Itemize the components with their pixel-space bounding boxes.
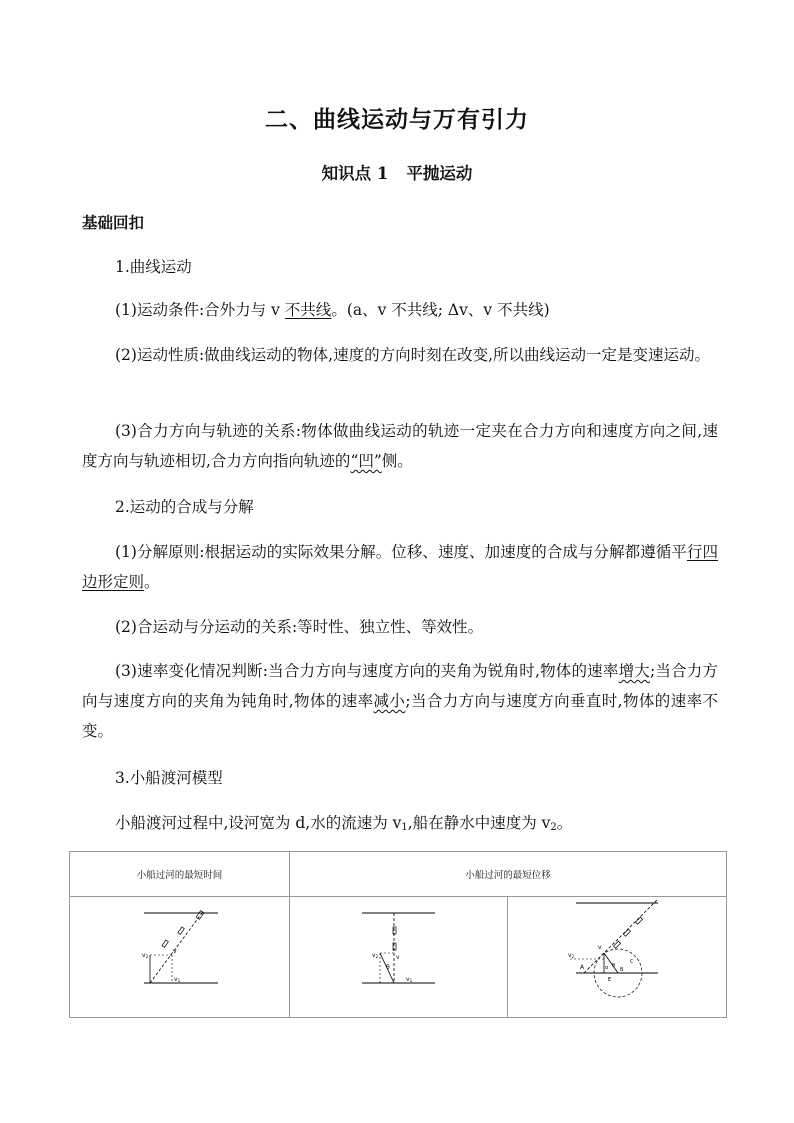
underlined-answer: 不共线 <box>284 301 332 319</box>
paragraph-boat-setup: 小船渡河过程中,设河宽为 d,水的流速为 $v_1$,船在静水中速度为 $v_2$。 <box>115 814 573 833</box>
item-curvilinear-motion: 1.曲线运动 <box>115 258 192 276</box>
shortest-displacement-diagram-1 <box>290 897 507 1013</box>
cell-displacement-case-2 <box>508 897 727 1018</box>
label-A: A <box>580 964 585 971</box>
label-v1: v1 <box>174 976 181 983</box>
knowledge-point-title: 平抛运动 <box>406 164 473 183</box>
item-composition-decomposition: 2.运动的合成与分解 <box>115 498 254 516</box>
label-v2: v2 <box>372 952 379 959</box>
label-theta: θ <box>612 963 616 969</box>
shortest-displacement-diagram-2 <box>508 897 726 1013</box>
paragraph-motion-relation: (2)合运动与分运动的关系:等时性、独立性、等效性。 <box>115 618 484 636</box>
label-v: v <box>173 948 177 955</box>
chapter-title: 二、曲线运动与万有引力 <box>265 107 529 133</box>
paragraph-motion-condition: (1)运动条件:合外力与 v 不共线。(a、v 不共线; Δv、v 不共线) <box>115 301 550 319</box>
label-C: C <box>630 959 634 965</box>
label-v: v <box>396 954 400 961</box>
underlined-answer: 行四边形定则 <box>82 543 718 591</box>
shortest-time-diagram <box>70 897 289 1013</box>
cell-shortest-time-diagram <box>70 897 290 1018</box>
label-E: E <box>608 977 612 983</box>
knowledge-point-heading <box>0 160 794 184</box>
knowledge-point-number: 知识点 1 <box>321 164 389 183</box>
item-boat-river-model: 3.小船渡河模型 <box>115 769 223 787</box>
cell-displacement-case-1 <box>290 897 508 1018</box>
boat-crossing-table <box>69 851 727 1018</box>
label-theta: θ <box>386 964 390 971</box>
label-alpha: α <box>605 965 609 971</box>
section-heading: 基础回扣 <box>82 214 145 232</box>
underlined-answer: “凹” <box>350 452 382 470</box>
paragraph-decomposition-principle: (1)分解原则:根据运动的实际效果分解。位移、速度、加速度的合成与分解都遵循平行四边形定则。 <box>82 543 718 591</box>
header-shortest-time: 小船过河的最短时间 <box>70 852 290 897</box>
paragraph-force-trajectory: (3)合力方向与轨迹的关系:物体做曲线运动的轨迹一定夹在合力方向和速度方向之间,速度方向与轨迹相切,合力方向指向轨迹的“凹”侧。 <box>82 422 718 470</box>
label-v1: v1 <box>406 976 413 983</box>
label-B: B <box>620 967 624 973</box>
label-v2: v2 <box>568 952 575 959</box>
label-v2: v2 <box>142 952 149 959</box>
paragraph-speed-change: (3)速率变化情况判断:当合力方向与速度方向的夹角为锐角时,物体的速率增大;当合力方向与速度方向的夹角为钝角时,物体的速率减小;当合力方向与速度方向垂直时,物体的速率不变。 <box>82 662 718 740</box>
header-shortest-displacement: 小船过河的最短位移 <box>290 852 727 897</box>
label-v: v <box>598 944 602 951</box>
underlined-answer: 增大 <box>618 662 650 680</box>
paragraph-motion-nature: (2)运动性质:做曲线运动的物体,速度的方向时刻在改变,所以曲线运动一定是变速运动。 <box>115 346 711 364</box>
underlined-answer: 减小 <box>373 692 406 710</box>
